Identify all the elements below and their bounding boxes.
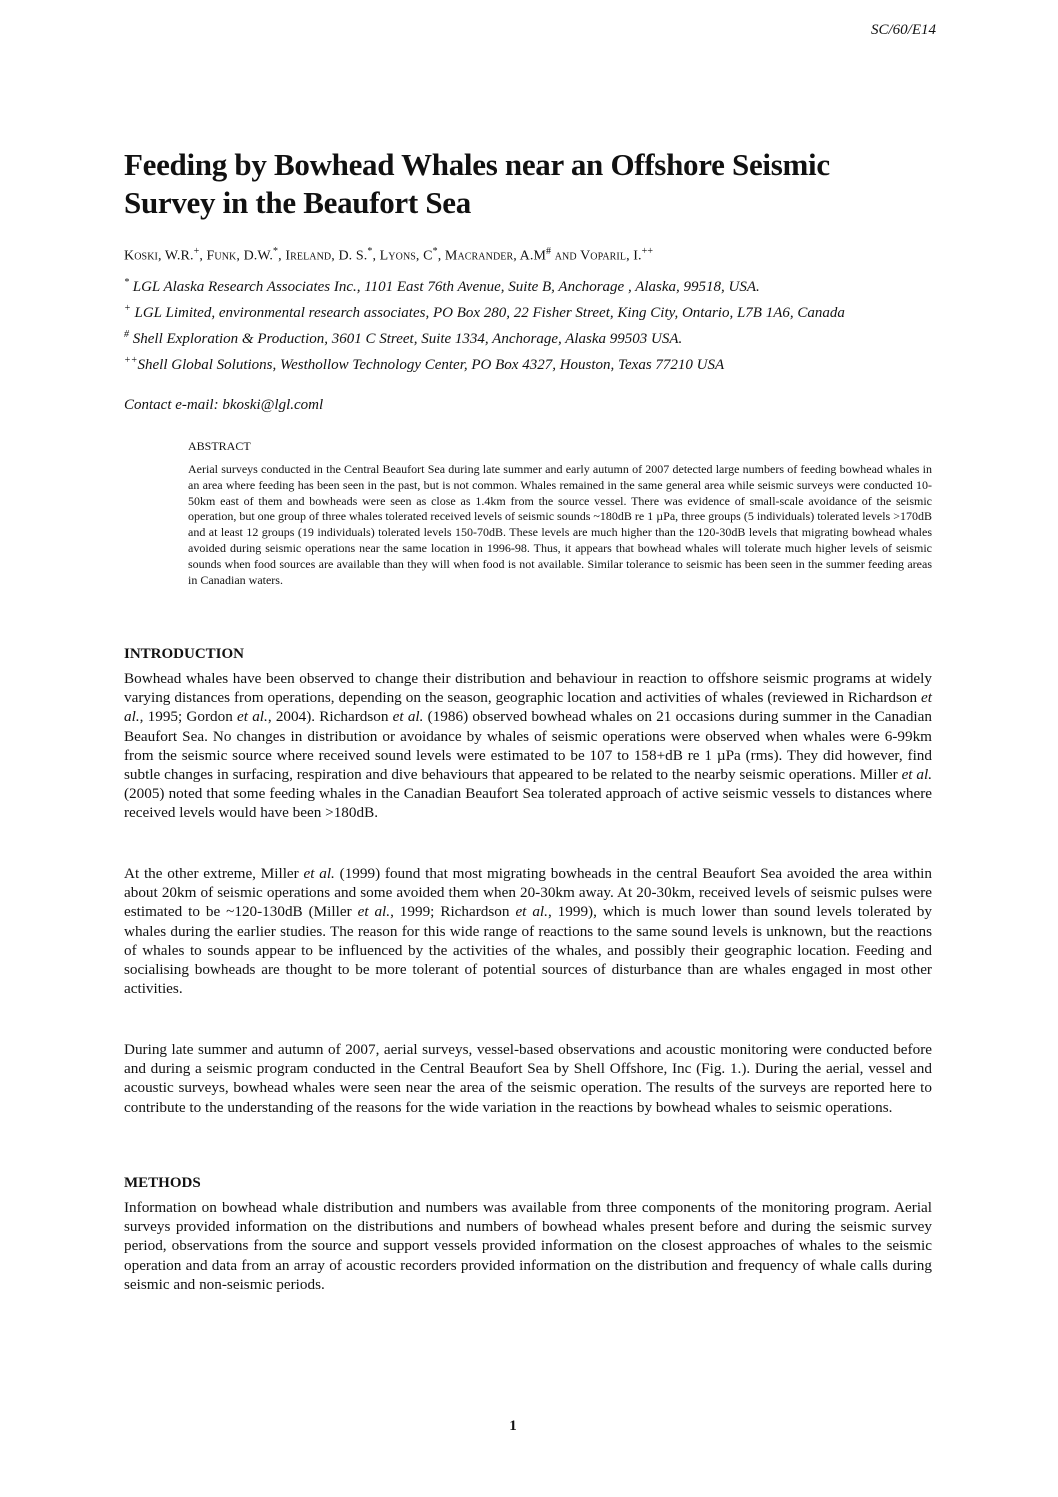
italic-citation: et al.: [901, 766, 932, 784]
contact-email: Contact e-mail: bkoski@lgl.coml: [124, 397, 324, 413]
author-name: Voparil, I.: [580, 248, 642, 264]
italic-citation: et al.: [303, 865, 335, 882]
affiliation-line: [124, 272, 944, 298]
introduction-paragraph-3: During late summer and autumn of 2007, aerial surveys, vessel-based observations and acoustic monitoring were conducted before and during a seismic program conducted in the Central Beaufort Sea by Shell Offshore, Inc (Fig. 1.). During the aerial, vessel and acoustic surveys, bowhead whales were seen near the area of the seismic operation. The results of the surveys are reported here to contribute to the understanding of the reasons for the wide variation in the reactions by bowhead whales to seismic operations.: [124, 1041, 932, 1116]
author-name: Macrander, A.M: [444, 248, 547, 264]
methods-heading: METHODS: [124, 1175, 201, 1191]
affiliation-line: [124, 298, 944, 324]
affiliations: [124, 272, 944, 376]
author-list: Koski, W.R.+, Funk, D.W.*, Ireland, D. S.*, Lyons, C*, Macrander, A.M# and Voparil, I.++: [124, 246, 654, 264]
affiliation-text: LGL Limited, environmental research associates, PO Box 280, 22 Fisher Street, King City, Ontario, L7B 1A6, Canada: [130, 305, 845, 321]
author-affiliation-mark: #: [546, 246, 552, 257]
abstract-heading: ABSTRACT: [188, 439, 251, 453]
affiliation-mark: +: [124, 303, 131, 314]
author-name: Koski, W.R.: [124, 248, 194, 264]
abstract-text: Aerial surveys conducted in the Central Beaufort Sea during late summer and early autumn of 2007 detected large numbers of feeding bowhead whales in an area where feeding has been seen in the past, but is not common. Whales remained in the same general area while seismic surveys were conducted 10-50km east of them and bowheads were seen as close as 1.4km from the source vessel. There was evidence of small-scale avoidance of the seismic operation, but one group of three whales tolerated received levels of seismic sounds ~180dB re 1 µPa, three groups (5 individuals) tolerated levels >170dB and at least 12 groups (19 individuals) tolerated levels 150-70dB. These levels are much higher than the 120-30dB levels that migrating bowhead whales avoided during seismic operations near the same location in 1996-98. Thus, it appears that bowhead whales will tolerate much higher levels of seismic sounds when food sources are available than they will when food is not available. Similar tolerance to seismic has been seen in the summer feeding areas in Canadian waters.: [188, 462, 932, 587]
affiliation-text: Shell Global Solutions, Westhollow Technology Center, PO Box 4327, Houston, Texas 77210 USA: [137, 357, 725, 373]
affiliation-mark: *: [124, 277, 129, 288]
author-affiliation-mark: ++: [641, 246, 654, 257]
introduction-paragraph-2: At the other extreme, Miller et al. (1999) found that most migrating bowheads in the central Beaufort Sea avoided the area within about 20km of seismic operations and some avoided them when 20-30km away. At 20-30km, received levels of seismic pulses were estimated to be ~120-130dB (Miller et al., 1999; Richardson et al., 1999), which is much lower than sound levels tolerated by whales during the earlier studies. The reason for this wide range of reactions to the same sound levels is unknown, but the reactions of whales to sounds appear to be influenced by the activities of the whales, and possibly their geographic location. Feeding and socialising bowheads are thought to be more tolerant of potential sources of disturbance than are whales engaged in most other activities.: [124, 865, 932, 998]
affiliation-line: [124, 324, 944, 350]
author-name: Ireland, D. S.: [285, 248, 368, 264]
author-name: Funk, D.W.: [206, 248, 274, 264]
affiliation-text: LGL Alaska Research Associates Inc., 1101 East 76th Avenue, Suite B, Anchorage , Alaska, 99518, USA.: [129, 279, 760, 295]
author-affiliation-mark: +: [193, 246, 200, 257]
affiliation-line: [124, 350, 944, 376]
italic-citation: et al.: [515, 903, 548, 921]
paper-title: Feeding by Bowhead Whales near an Offshore Seismic Survey in the Beaufort Sea: [124, 147, 830, 220]
affiliation-mark: #: [124, 329, 129, 340]
author-affiliation-mark: *: [273, 246, 279, 257]
italic-citation: et al.: [237, 708, 268, 726]
affiliation-mark: ++: [124, 355, 138, 366]
italic-citation: et al.: [124, 689, 932, 726]
page-number: 1: [509, 1418, 517, 1434]
introduction-heading: INTRODUCTION: [124, 646, 245, 662]
methods-paragraph-1: Information on bowhead whale distribution and numbers was available from three components of the monitoring program. Aerial surveys provided information on the distributions and numbers of bowhead whales present before and during the seismic survey period, observations from the source and support vessels provided information on the closest approaches of whales to the seismic operation and data from an array of acoustic recorders provided information on the distribution and frequency of whale calls during seismic and non-seismic periods.: [124, 1199, 932, 1293]
italic-citation: et al.: [357, 903, 391, 921]
author-affiliation-mark: *: [367, 246, 373, 257]
document-id: SC/60/E14: [870, 22, 936, 38]
introduction-paragraph-1: Bowhead whales have been observed to change their distribution and behaviour in reaction to offshore seismic programs at widely varying distances from operations, depending on the season, geographic location and activities of whales (reviewed in Richardson et al., 1995; Gordon et al., 2004). Richardson et al. (1986) observed bowhead whales on 21 occasions during summer in the Canadian Beaufort Sea. No changes in distribution or avoidance by whales of seismic operations were observed when whales were 6-99km from the seismic source where received sound levels were estimated to be 107 to 158+dB re 1 µPa (rms). They did however, find subtle changes in surfacing, respiration and dive behaviours that appeared to be related to the nearby seismic operations. Miller et al. (2005) noted that some feeding whales in the Canadian Beaufort Sea tolerated approach of active seismic vessels to distances where received levels would have been >180dB.: [124, 670, 932, 822]
italic-citation: et al.: [392, 708, 424, 726]
author-name: Lyons, C: [379, 248, 433, 264]
author-affiliation-mark: *: [432, 246, 438, 257]
affiliation-text: Shell Exploration & Production, 3601 C Street, Suite 1334, Anchorage, Alaska 99503 USA.: [129, 331, 683, 347]
